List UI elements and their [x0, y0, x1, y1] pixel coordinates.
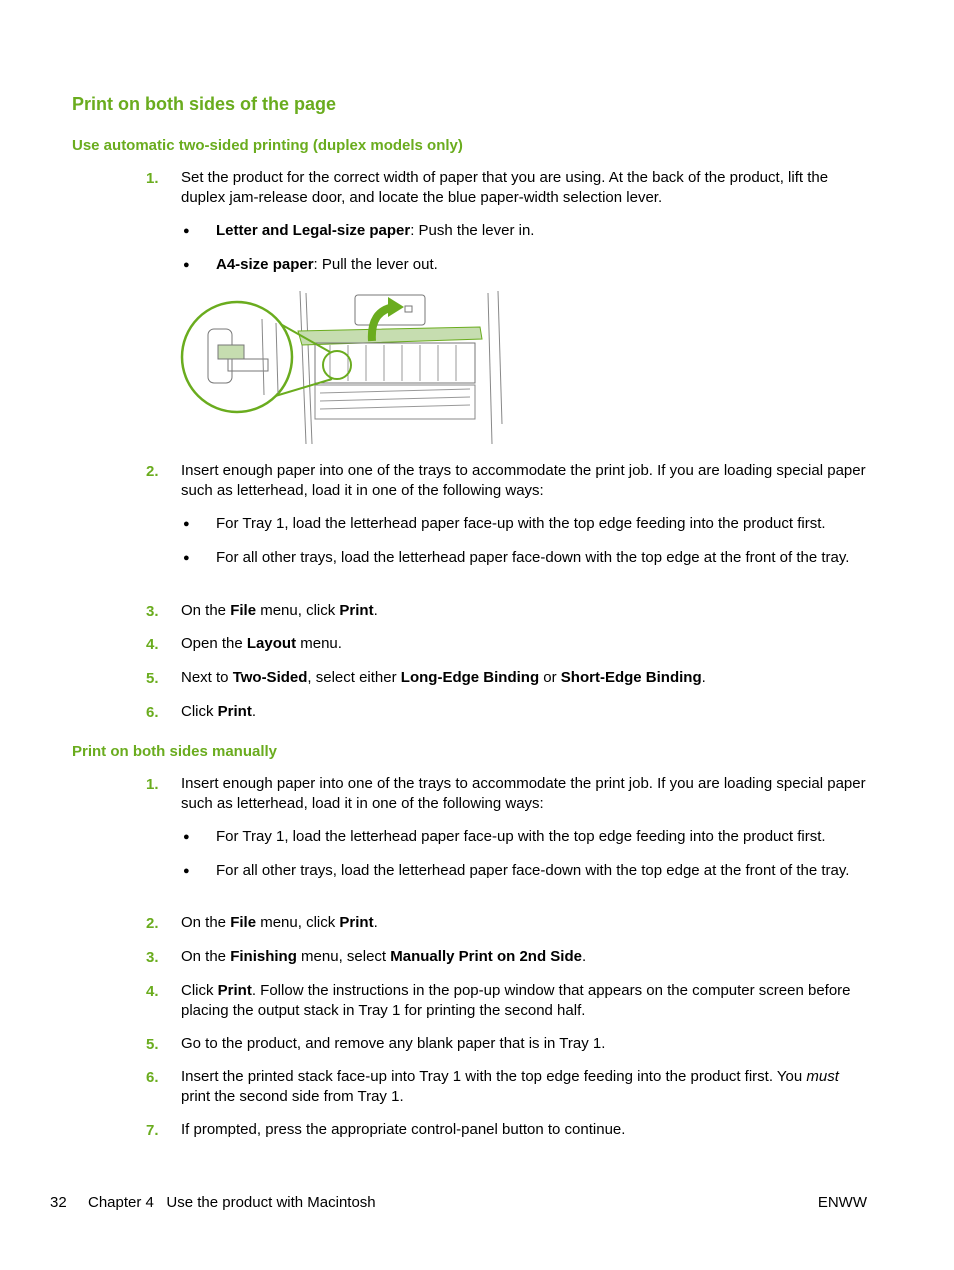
step-text: On the File menu, click Print. [181, 602, 378, 619]
step-text: Insert enough paper into one of the trays to accommodate the print job. If you are loading special paper such as letterhead, load it in one of the following ways: [181, 462, 866, 499]
step-text: Open the Layout menu. [181, 635, 342, 652]
step-number: 2. [146, 915, 159, 932]
step-number: 6. [146, 1069, 159, 1086]
bullet-item: Letter and Legal-size paper: Push the lever in. [216, 222, 535, 239]
step-text: Click Print. [181, 703, 257, 720]
step-text: Next to Two-Sided, select either Long-Edge Binding or Short-Edge Binding. [181, 669, 706, 686]
bullet-item: For all other trays, load the letterhead paper face-down with the top edge at the front of the tray. [216, 862, 850, 879]
step-text: On the Finishing menu, select Manually Print on 2nd Side. [181, 948, 587, 965]
step-text: Go to the product, and remove any blank paper that is in Tray 1. [181, 1035, 606, 1052]
step-text: Insert enough paper into one of the trays to accommodate the print job. If you are loading special paper such as letterhead, load it in one of the following ways: [181, 775, 866, 812]
step-number: 1. [146, 170, 159, 187]
step-text: If prompted, press the appropriate control-panel button to continue. [181, 1121, 626, 1138]
page-title: Print on both sides of the page [72, 94, 337, 114]
step-text: Click Print. Follow the instructions in the pop-up window that appears on the computer screen before placing the output stack in Tray 1 for printing the second half. [181, 982, 851, 1019]
step-text: On the File menu, click Print. [181, 914, 378, 931]
bullet-icon: ● [183, 865, 190, 877]
step-number: 6. [146, 704, 159, 721]
bullet-item: For Tray 1, load the letterhead paper face-up with the top edge feeding into the product first. [216, 515, 826, 532]
section-heading-manual: Print on both sides manually [72, 743, 278, 760]
step-number: 5. [146, 1036, 159, 1053]
step-number: 3. [146, 603, 159, 620]
step-text: Insert the printed stack face-up into Tray 1 with the top edge feeding into the product first. You must print the second side from Tray 1. [181, 1068, 839, 1105]
footer-right: ENWW [817, 1194, 867, 1211]
bullet-item: For Tray 1, load the letterhead paper face-up with the top edge feeding into the product first. [216, 828, 826, 845]
step-number: 7. [146, 1122, 159, 1139]
step-number: 2. [146, 463, 159, 480]
page-number: 32 [50, 1194, 67, 1211]
bullet-icon: ● [183, 552, 190, 564]
bullet-icon: ● [183, 831, 190, 843]
step-number: 3. [146, 949, 159, 966]
bullet-item: A4-size paper: Pull the lever out. [216, 256, 438, 273]
step-text: Set the product for the correct width of paper that you are using. At the back of the product, lift the duplex jam-release door, and locate the blue paper-width selection lever. [181, 169, 829, 206]
bullet-icon: ● [183, 518, 190, 530]
duplex-lever-illustration [180, 289, 510, 449]
step-number: 5. [146, 670, 159, 687]
bullet-item: For all other trays, load the letterhead paper face-down with the top edge at the front of the tray. [216, 549, 850, 566]
step-number: 1. [146, 776, 159, 793]
section-heading-automatic: Use automatic two-sided printing (duplex models only) [72, 137, 463, 154]
footer-chapter: Chapter 4 Use the product with Macintosh [88, 1194, 376, 1211]
bullet-icon: ● [183, 225, 190, 237]
bullet-icon: ● [183, 259, 190, 271]
step-number: 4. [146, 636, 159, 653]
step-number: 4. [146, 983, 159, 1000]
